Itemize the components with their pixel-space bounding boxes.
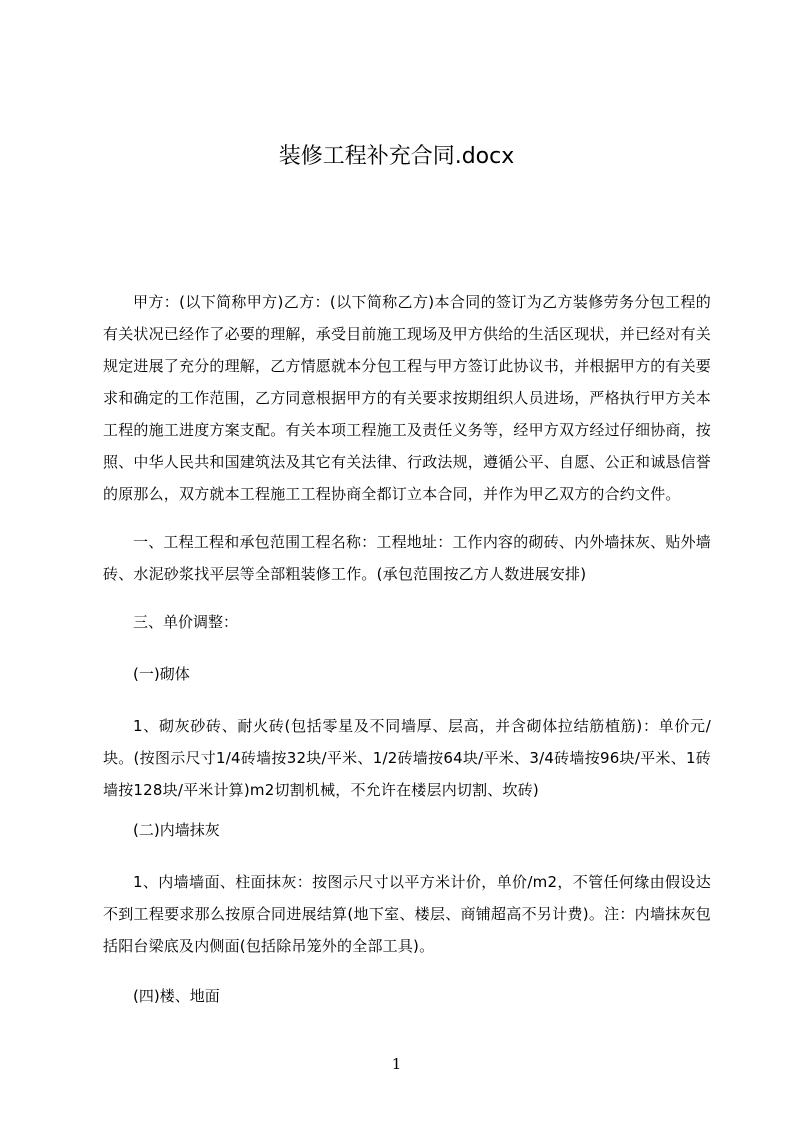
intro-paragraph: 甲方：(以下简称甲方)乙方：(以下简称乙方)本合同的签订为乙方装修劳务分包工程的有关状况已经作了必要的理解，承受目前施工现场及甲方供给的生活区现状，并已经对有关规定进展了充分的理解，乙方情愿就本分包工程与甲方签订此协议书，并根据甲方的有关要求和确定的工作范围，乙方同意根据甲方的有关要求按期组织人员进场，严格执行甲方关本工程的施工进度方案支配。有关本项工程施工及责任义务等，经甲方双方经过仔细协商，按照、中华人民共和国建筑法及其它有关法律、行政法规，遵循公平、自愿、公正和诚恳信誉的原那么，双方就本工程施工工程协商全都订立本合同，并作为甲乙双方的合约文件。 (103, 293, 712, 503)
section-three-heading: 三、单价调整： (133, 613, 239, 631)
document-title: 装修工程补充合同.docx (278, 144, 515, 169)
plaster-heading: (二)内墙抹灰 (133, 821, 220, 839)
floor-heading: (四)楼、地面 (133, 987, 220, 1005)
plaster-detail-paragraph: 1、内墙墙面、柱面抹灰：按图示尺寸以平方米计价，单价/m2，不管任何缘由假设达不到工程要求那么按原合同进展结算(地下室、楼层、商铺超高不另计费)。注：内墙抹灰包括阳台梁底及内侧面(包括除吊笼外的全部工具)。 (103, 873, 711, 955)
masonry-heading: (一)砌体 (133, 665, 190, 683)
section-one-paragraph: 一、工程工程和承包范围工程名称：工程地址：工作内容的砌砖、内外墙抹灰、贴外墙砖、水泥砂浆找平层等全部粗装修工作。(承包范围按乙方人数进展安排) (103, 533, 711, 583)
page-number: 1 (391, 1055, 402, 1073)
masonry-detail-paragraph: 1、砌灰砂砖、耐火砖(包括零星及不同墙厚、层高，并含砌体拉结筋植筋)：单价元/块。(按图示尺寸1/4砖墙按32块/平米、1/2砖墙按64块/平米、3/4砖墙按96块/平米、1砖墙按128块/平米计算)m2切割机械，不允许在楼层内切割、坎砖) (103, 717, 711, 799)
